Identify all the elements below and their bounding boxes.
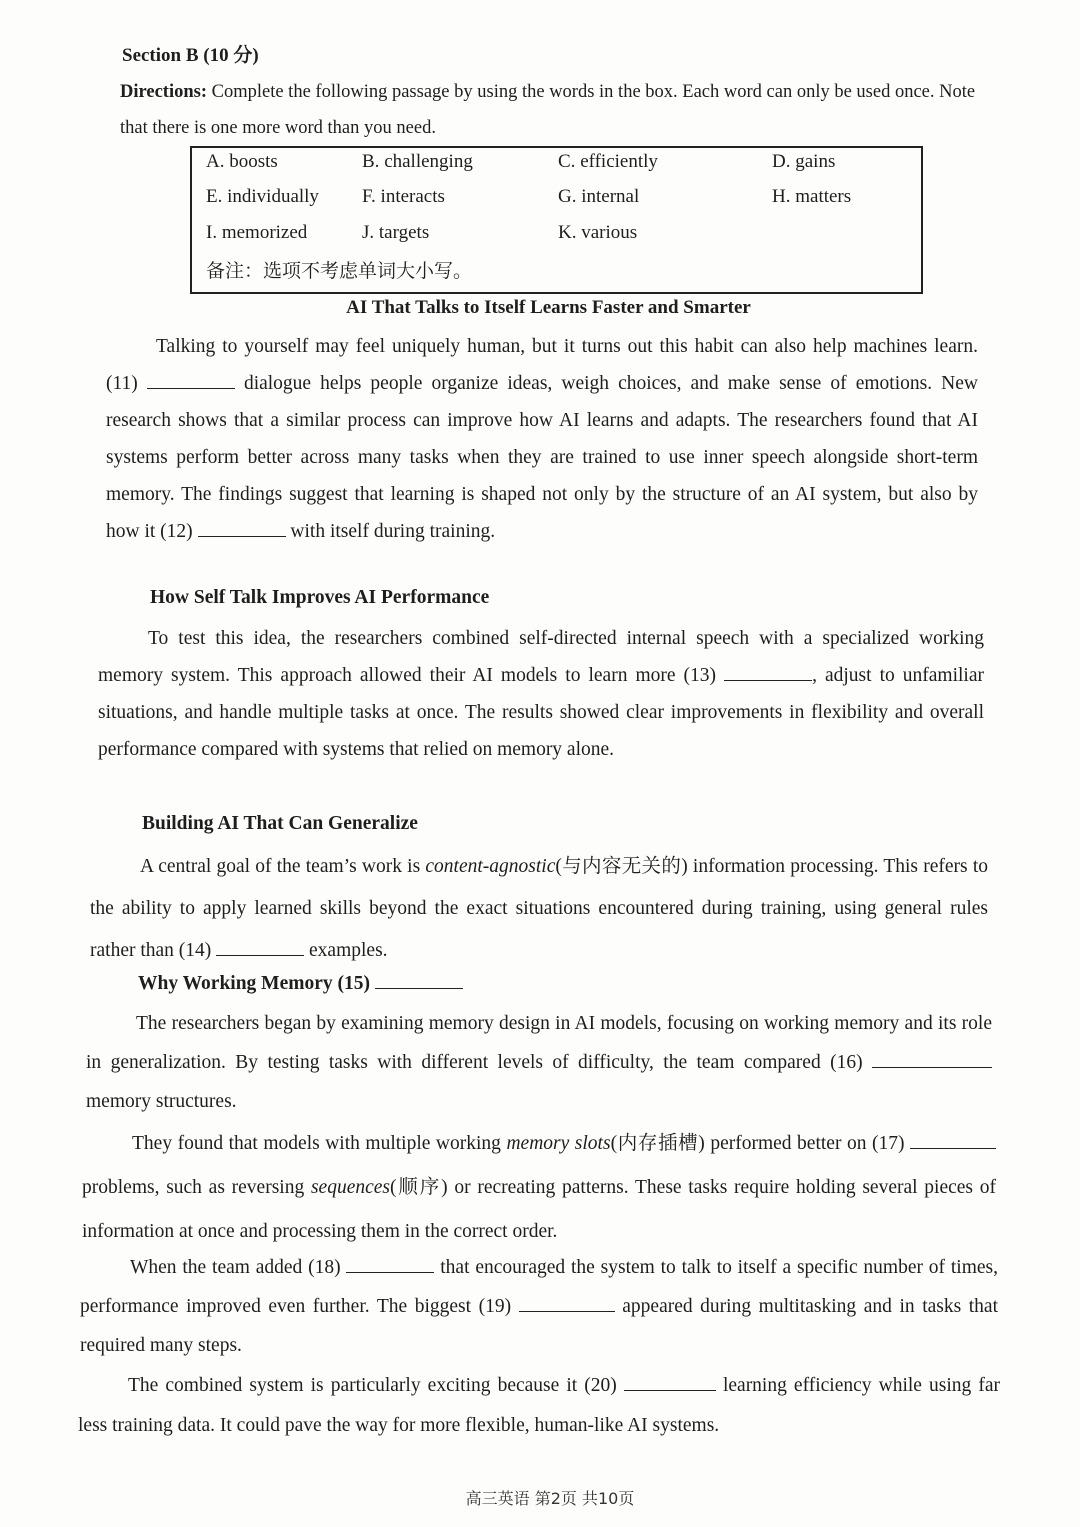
paragraph-2: To test this idea, the researchers combined self-directed internal speech with a specialized working memory system. This approach allowed their AI models to learn more (13) , adjust to unfamiliar situations, and handle multiple tasks at once. The results showed clear improvements in flexibility and overall performance compared with systems that relied on memory alone. — [98, 628, 984, 760]
heading-generalize: Building AI That Can Generalize — [142, 813, 418, 834]
paragraph-7: The combined system is particularly exciting because it (20) learning efficiency while using far less training data. It could pave the way for more flexible, human-like AI systems. — [78, 1366, 1000, 1446]
option-e: E. individually — [206, 186, 319, 207]
page-footer: 高三英语 第2页 共10页 — [465, 1489, 635, 1508]
blank-14[interactable] — [216, 937, 304, 956]
directions — [120, 74, 990, 146]
paragraph-1: Talking to yourself may feel uniquely human, but it turns out this habit can also help machines learn. (11) dialogue helps people organize ideas, weigh choices, and make sense of emotions. New research shows that a similar process can improve how AI learns and adapts. The researchers found that AI systems perform better across many tasks when they are trained to use inner speech alongside short-term memory. The findings suggest that learning is shaped not only by the structure of an AI system, but also by how it (12) with itself during training. — [106, 336, 979, 542]
option-g: G. internal — [558, 186, 640, 207]
option-k: K. various — [558, 222, 638, 243]
option-h: H. matters — [772, 186, 852, 207]
word-box — [190, 146, 923, 294]
option-f: F. interacts — [362, 186, 445, 207]
paragraph-3: A central goal of the team’s work is content-agnostic(与内容无关的) information processing. This refers to the ability to apply learned skills beyond the exact situations encountered during training, using general rules rather than (14) examples. — [90, 856, 988, 961]
blank-15[interactable] — [375, 970, 463, 989]
passage-title: AI That Talks to Itself Learns Faster and Smarter — [346, 297, 751, 318]
blank-11[interactable] — [147, 370, 235, 389]
option-b: B. challenging — [362, 151, 473, 172]
paragraph-4: The researchers began by examining memory design in AI models, focusing on working memory and its role in generalization. By testing tasks with different levels of difficulty, the team compared (16) memory structures. — [86, 1013, 992, 1112]
option-a: A. boosts — [206, 151, 278, 172]
blank-19[interactable] — [519, 1293, 615, 1312]
section-title: Section B (10 分) — [122, 45, 259, 66]
blank-20[interactable] — [624, 1372, 716, 1391]
blank-17[interactable] — [910, 1130, 996, 1149]
paragraph-6: When the team added (18) that encouraged the system to talk to itself a specific number of times, performance improved even further. The biggest (19) appeared during multitasking and in tasks that required many steps. — [80, 1248, 998, 1365]
box-note: 备注：选项不考虑单词大小写。 — [206, 260, 473, 282]
blank-12[interactable] — [198, 518, 286, 537]
option-c: C. efficiently — [558, 151, 658, 172]
option-j: J. targets — [362, 222, 430, 243]
heading-working-memory: Why Working Memory (15) — [138, 970, 463, 995]
option-d: D. gains — [772, 151, 836, 172]
blank-16[interactable] — [872, 1049, 992, 1068]
blank-18[interactable] — [346, 1254, 434, 1273]
option-i: I. memorized — [206, 222, 308, 243]
blank-13[interactable] — [724, 662, 812, 681]
directions-label: Directions: — [120, 82, 207, 102]
directions-text: Complete the following passage by using the words in the box. Each word can only be used once. Note that there is one more word than you need. — [120, 82, 976, 138]
paragraph-5: They found that models with multiple working memory slots(内存插槽) performed better on (17) problems, such as reversing sequences(顺序) or recreating patterns. These tasks require holding several pieces of information at once and processing them in the correct order. — [82, 1122, 996, 1254]
heading-self-talk: How Self Talk Improves AI Performance — [150, 587, 490, 608]
